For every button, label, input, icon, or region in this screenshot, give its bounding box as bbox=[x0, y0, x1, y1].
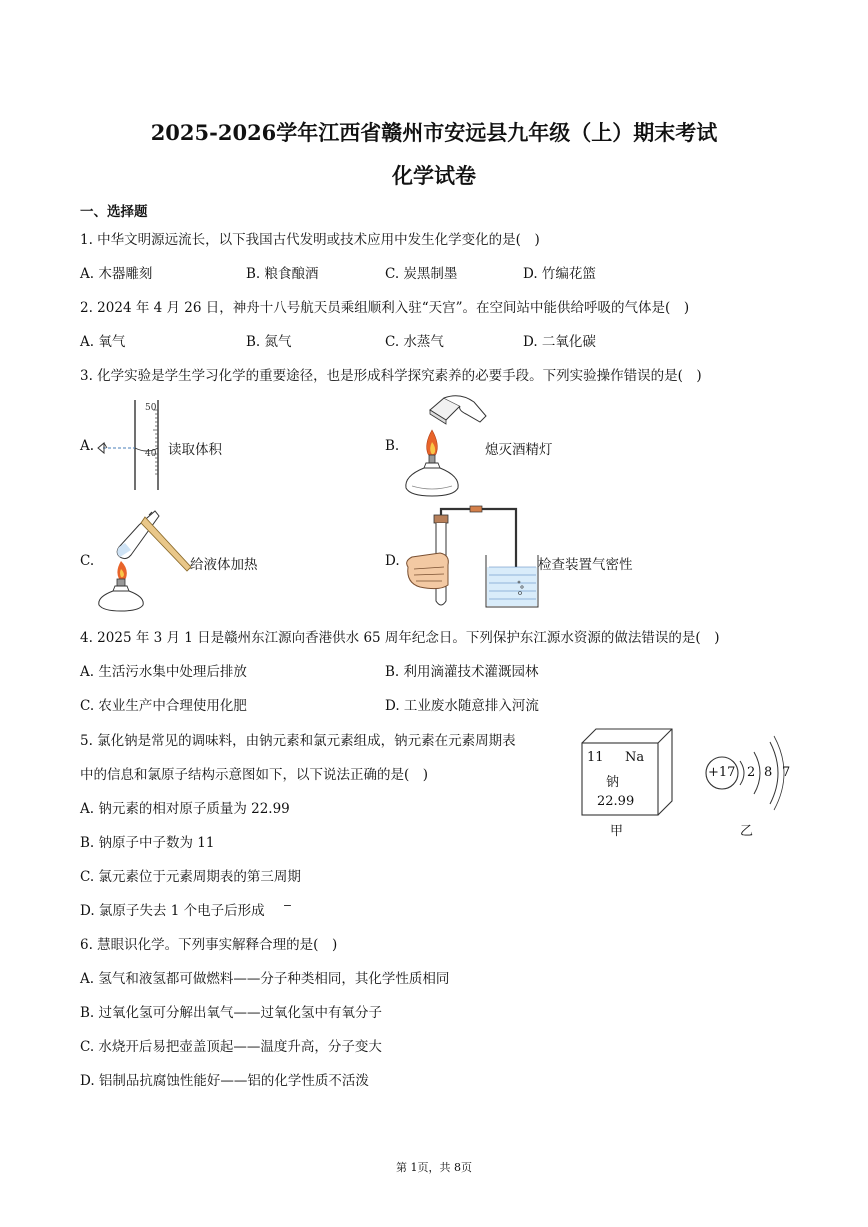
element-name: 钠 bbox=[606, 775, 620, 790]
q1-option-a: A. 木器雕刻 bbox=[80, 266, 153, 282]
q5-stem-line2: 中的信息和氯原子结构示意图如下，以下说法正确的是( ) bbox=[80, 767, 429, 783]
electron-shell-2: 8 bbox=[764, 765, 773, 780]
figure-label-yi: 乙 bbox=[740, 824, 754, 839]
q5-option-b: B. 钠原子中子数为 11 bbox=[80, 835, 215, 851]
q6-option-c: C. 水烧开后易把壶盖顶起——温度升高，分子变大 bbox=[80, 1039, 382, 1055]
q3-option-c-text: 给液体加热 bbox=[190, 557, 258, 573]
page-footer: 第 1页，共 8页 bbox=[396, 1161, 472, 1174]
q3-option-d-text: 检查装置气密性 bbox=[538, 557, 633, 573]
q4-option-a: A. 生活污水集中处理后排放 bbox=[80, 664, 247, 680]
q3-stem: 3. 化学实验是学生学习化学的重要途径，也是形成科学探究素养的必要手段。下列实验操作错误的是( ) bbox=[80, 368, 702, 384]
q5-stem-line1: 5. 氯化钠是常见的调味料，由钠元素和氯元素组成，钠元素在元素周期表 bbox=[80, 733, 516, 749]
page-subtitle: 化学试卷 bbox=[392, 163, 476, 188]
q1-option-d: D. 竹编花篮 bbox=[523, 266, 596, 282]
electron-shell-3: 7 bbox=[782, 765, 791, 780]
electron-shell-1: 2 bbox=[747, 765, 756, 780]
q3-option-b-text: 熄灭酒精灯 bbox=[485, 442, 553, 458]
element-symbol: Na bbox=[625, 750, 645, 765]
element-atomic-number: 11 bbox=[587, 750, 604, 765]
q2-option-b: B. 氮气 bbox=[246, 334, 292, 350]
q4-option-b: B. 利用滴灌技术灌溉园林 bbox=[385, 664, 539, 680]
page-title: 2025-2026学年江西省赣州市安远县九年级（上）期末考试 bbox=[150, 120, 718, 145]
q4-option-d: D. 工业废水随意排入河流 bbox=[385, 698, 539, 714]
q6-option-d: D. 铝制品抗腐蚀性能好——铝的化学性质不活泼 bbox=[80, 1073, 369, 1089]
cylinder-mark-40: 40 bbox=[145, 449, 157, 459]
q3-option-a-letter: A. bbox=[80, 438, 95, 454]
q5-option-d-superscript: − bbox=[282, 899, 293, 912]
q2-stem: 2. 2024 年 4 月 26 日，神舟十八号航天员乘组顺利入驻“天宫”。在空间站中能供给呼吸的气体是( ) bbox=[80, 300, 690, 316]
q3-option-c-letter: C. bbox=[80, 553, 95, 569]
section-heading: 一、选择题 bbox=[80, 204, 148, 220]
q6-option-b: B. 过氧化氢可分解出氧气——过氧化氢中有氧分子 bbox=[80, 1005, 383, 1021]
q5-option-d bbox=[80, 899, 292, 919]
airtightness-check-illustration bbox=[400, 505, 540, 611]
q5-option-c: C. 氯元素位于元素周期表的第三周期 bbox=[80, 869, 301, 885]
q2-option-d: D. 二氧化碳 bbox=[523, 334, 596, 350]
q2-option-a: A. 氧气 bbox=[80, 334, 126, 350]
alcohol-lamp-illustration bbox=[400, 392, 490, 500]
cylinder-mark-50: 50 bbox=[145, 403, 157, 413]
element-mass: 22.99 bbox=[597, 794, 635, 809]
q1-option-b: B. 粮食酿酒 bbox=[246, 266, 319, 282]
q4-stem: 4. 2025 年 3 月 1 日是赣州东江源向香港供水 65 周年纪念日。下列保护东江源水资源的做法错误的是( ) bbox=[80, 630, 720, 646]
q4-option-c: C. 农业生产中合理使用化肥 bbox=[80, 698, 247, 714]
q3-option-a-text: 读取体积 bbox=[168, 442, 222, 458]
graduated-cylinder-illustration bbox=[95, 398, 175, 493]
q5-option-d-text: D. 氯原子失去 1 个电子后形成 bbox=[80, 903, 265, 919]
q3-option-d-letter: D. bbox=[385, 553, 400, 569]
q6-stem: 6. 慧眼识化学。下列事实解释合理的是( ) bbox=[80, 937, 338, 953]
q1-stem: 1. 中华文明源远流长，以下我国古代发明或技术应用中发生化学变化的是( ) bbox=[80, 232, 540, 248]
q2-option-c: C. 水蒸气 bbox=[385, 334, 444, 350]
q6-option-a: A. 氢气和液氢都可做燃料——分子种类相同，其化学性质相同 bbox=[80, 971, 450, 987]
q1-option-c: C. 炭黑制墨 bbox=[385, 266, 458, 282]
nucleus-charge: +17 bbox=[708, 765, 736, 780]
figure-label-jia: 甲 bbox=[610, 824, 624, 839]
q5-option-a: A. 钠元素的相对原子质量为 22.99 bbox=[80, 801, 290, 817]
test-tube-heating-illustration bbox=[95, 503, 195, 613]
q3-option-b-letter: B. bbox=[385, 438, 400, 454]
